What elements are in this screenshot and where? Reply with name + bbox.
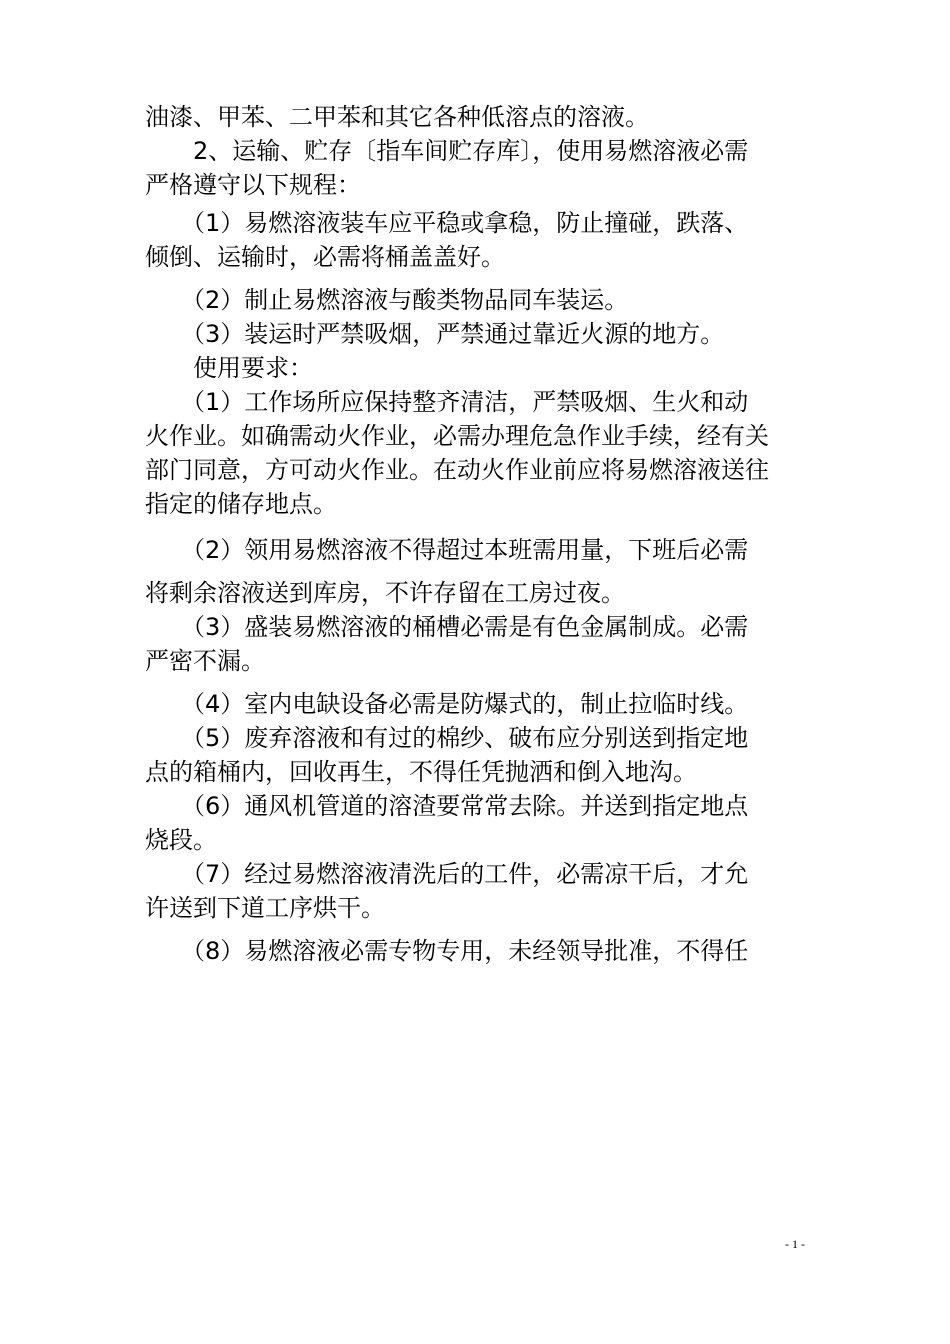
text-line: 严格遵守以下规程： [145, 171, 361, 199]
text-line: （8）易燃溶液必需专物专用，未经领导批准，不得任 [145, 937, 749, 965]
page-number: - 1 - [785, 1237, 805, 1251]
text-line: （3）装运时严禁吸烟，严禁通过靠近火源的地方。 [145, 320, 725, 348]
text-line: （7）经过易燃溶液清洗后的工件，必需凉干后，才允 [145, 860, 749, 888]
text-line: （2）领用易燃溶液不得超过本班需用量，下班后必需 [145, 536, 749, 564]
text-line: 使用要求： [145, 354, 313, 382]
text-line: 严密不漏。 [145, 647, 265, 675]
text-line: （1）工作场所应保持整齐清洁，严禁吸烟、生火和动 [145, 388, 749, 416]
text-line: （4）室内电缺设备必需是防爆式的，制止拉临时线。 [145, 690, 749, 718]
text-line: 倾倒、运输时，必需将桶盖盖好。 [145, 243, 505, 271]
text-line: （3）盛装易燃溶液的桶槽必需是有色金属制成。必需 [145, 613, 749, 641]
text-line: 将剩余溶液送到库房，不许存留在工房过夜。 [145, 579, 625, 607]
text-line: 许送到下道工序烘干。 [145, 894, 385, 922]
text-line: 火作业。如确需动火作业，必需办理危急作业手续，经有关 [145, 422, 769, 450]
text-line: 2、运输、贮存〔指车间贮存库〕，使用易燃溶液必需 [145, 137, 749, 165]
text-line: （6）通风机管道的溶渣要常常去除。并送到指定地点 [145, 792, 749, 820]
text-line: 油漆、甲苯、二甲苯和其它各种低溶点的溶液。 [145, 103, 649, 131]
text-line: （5）废弃溶液和有过的棉纱、破布应分别送到指定地 [145, 724, 749, 752]
text-line: 点的箱桶内，回收再生，不得任凭抛洒和倒入地沟。 [145, 758, 697, 786]
text-line: （1）易燃溶液装车应平稳或拿稳，防止撞碰，跌落、 [145, 209, 749, 237]
text-line: 部门同意，方可动火作业。在动火作业前应将易燃溶液送往 [145, 456, 769, 484]
body-text [145, 100, 810, 968]
text-line: 烧段。 [145, 826, 217, 854]
text-line: 指定的储存地点。 [145, 490, 337, 518]
text-line: （2）制止易燃溶液与酸类物品同车装运。 [145, 286, 629, 314]
